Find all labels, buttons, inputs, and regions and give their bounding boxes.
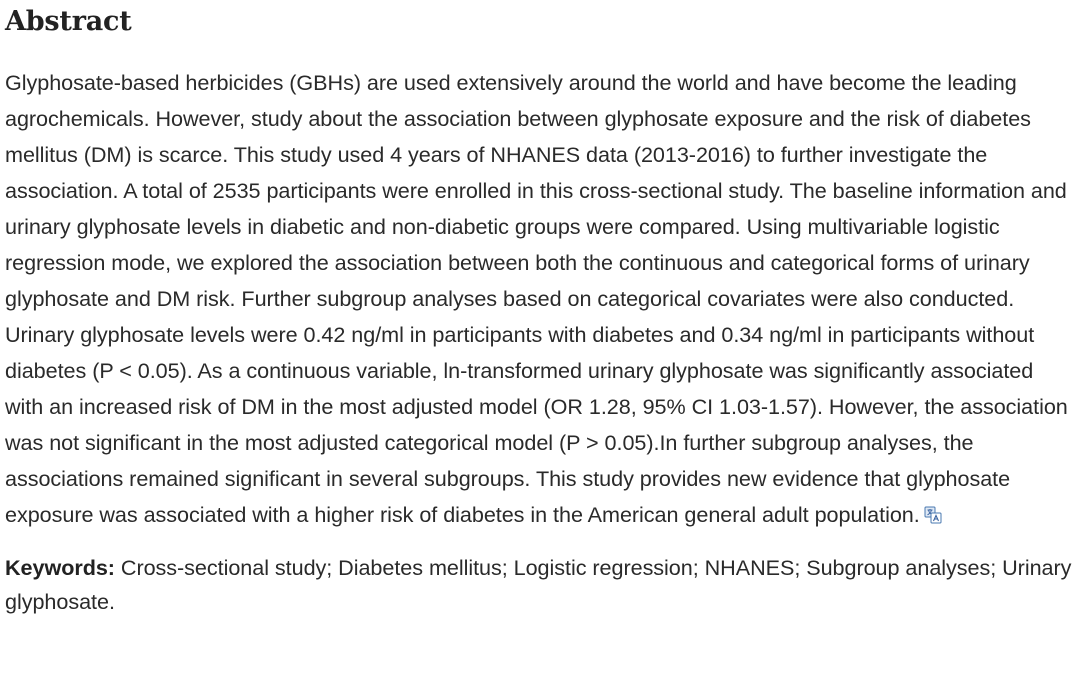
section-heading: Abstract: [5, 6, 132, 37]
abstract-paragraph: [5, 65, 1073, 533]
abstract-section: [5, 0, 1073, 619]
keywords-text: Cross-sectional study; Diabetes mellitus; Logistic regression; NHANES; Subgroup analyses; Urinary glyphosate.: [5, 555, 1072, 614]
keywords-label: Keywords:: [5, 555, 115, 580]
keywords: [5, 551, 1073, 619]
abstract-text: Glyphosate-based herbicides (GBHs) are used extensively around the world and have become the leading agrochemicals. However, study about the association between glyphosate exposure and the risk of diabetes mellitus (DM) is scarce. This study used 4 years of NHANES data (2013-2016) to further investigate the association. A total of 2535 participants were enrolled in this cross-sectional study. The baseline information and urinary glyphosate levels in diabetic and non-diabetic groups were compared. Using multivariable logistic regression mode, we explored the association between both the continuous and categorical forms of urinary glyphosate and DM risk. Further subgroup analyses based on categorical covariates were also conducted. Urinary glyphosate levels were 0.42 ng/ml in participants with diabetes and 0.34 ng/ml in participants without diabetes (P < 0.05). As a continuous variable, ln-transformed urinary glyphosate was significantly associated with an increased risk of DM in the most adjusted model (OR 1.28, 95% CI 1.03-1.57). However, the association was not significant in the most adjusted categorical model (P > 0.05).In further subgroup analyses, the associations remained significant in several subgroups. This study provides new evidence that glyphosate exposure was associated with a higher risk of diabetes in the American general adult population.: [5, 70, 1068, 527]
translate-icon[interactable]: [924, 499, 942, 517]
